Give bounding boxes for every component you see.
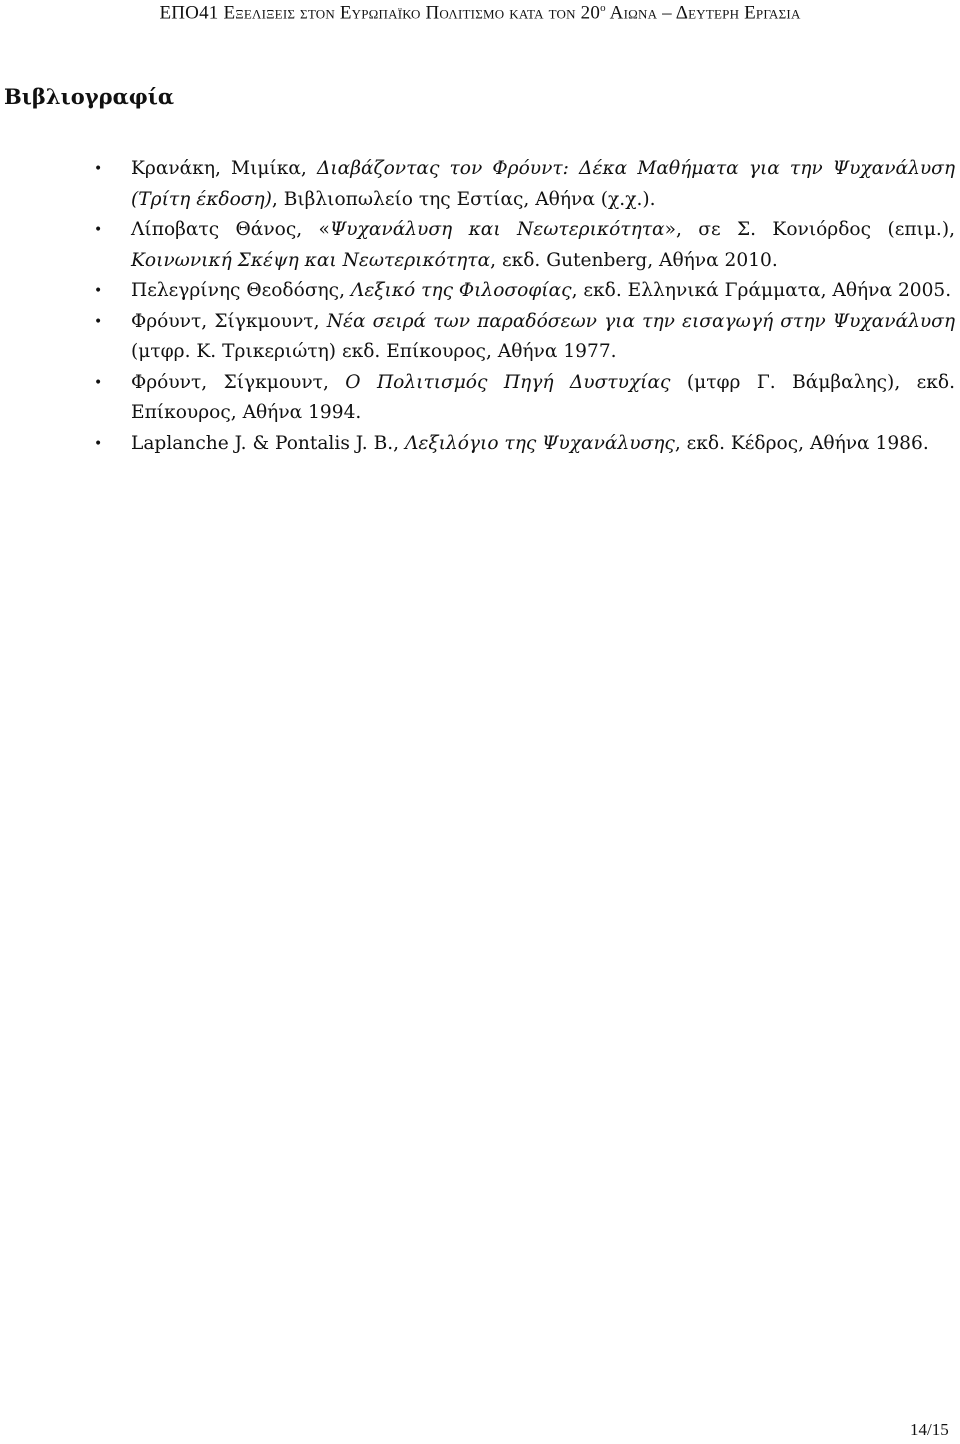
bibliography-entry xyxy=(131,215,955,276)
entry-title: Ο Πολιτισμός Πηγή Δυστυχίας xyxy=(345,371,671,393)
entry-publication: , εκδ. Ελληνικά Γράμματα, Αθήνα 2005. xyxy=(571,280,952,301)
entry-author: Λίποβατς Θάνος, « xyxy=(131,219,330,240)
entry-publication: (μτφρ. Κ. Τρικεριώτη) εκδ. Επίκουρος, Αθήνα 1977. xyxy=(131,341,617,362)
entry-author: Φρόυντ, Σίγκμουντ, xyxy=(131,371,346,393)
bibliography-entry xyxy=(131,154,955,215)
bibliography-entry xyxy=(131,307,955,368)
entry-publication: (μτφρ Γ. Βάμβαλης), εκδ. Επίκουρος, Αθήνα 1994. xyxy=(131,371,956,423)
entry-author: Φρόυντ, Σίγκμουντ, xyxy=(131,310,327,332)
bibliography-list xyxy=(0,154,960,459)
header-course-title: ΕΠΟ41 Εξελιξεισ στον Ευρωπαϊκο Πολιτισμο κατα τον 20 xyxy=(159,2,601,24)
entry-publication: , εκδ. Κέδρος, Αθήνα 1986. xyxy=(674,432,929,454)
header-assignment: Αιωνα – Δευτερη Εργασια xyxy=(605,2,801,24)
bibliography-heading: Βιβλιογραφία xyxy=(4,84,175,109)
entry-title: Ψυχανάλυση και Νεωτερικότητα xyxy=(329,219,665,240)
entry-title: Λεξιλόγιο της Ψυχανάλυσης xyxy=(405,432,675,454)
page-header xyxy=(0,2,960,24)
entry-author: Laplanche J. & Pontalis J. B., xyxy=(131,432,405,454)
header-superscript: ο xyxy=(600,2,606,14)
bibliography-entry xyxy=(131,276,955,307)
bibliography-entry xyxy=(131,368,955,429)
entry-author: Κρανάκη, Μιμίκα, xyxy=(131,158,317,179)
entry-publication: , εκδ. Gutenberg, Αθήνα 2010. xyxy=(490,249,778,271)
bibliography-entry xyxy=(131,429,955,460)
entry-title: Λεξικό της Φιλοσοφίας xyxy=(350,280,572,301)
entry-title: Διαβάζοντας τον Φρόυντ: Δέκα Μαθήματα για την Ψυχανάλυση (Τρίτη έκδοση) xyxy=(131,158,955,210)
entry-title: Νέα σειρά των παραδόσεων για την εισαγωγή στην Ψυχανάλυση xyxy=(326,310,955,332)
entry-editor: », σε Σ. Κονιόρδος (επιμ.), xyxy=(664,219,955,240)
entry-book-title: Κοινωνική Σκέψη και Νεωτερικότητα xyxy=(131,249,491,271)
entry-author: Πελεγρίνης Θεοδόσης, xyxy=(131,280,351,301)
page-number: 14/15 xyxy=(910,1420,949,1439)
entry-publication: , Βιβλιοπωλείο της Εστίας, Αθήνα (χ.χ.). xyxy=(271,188,656,210)
